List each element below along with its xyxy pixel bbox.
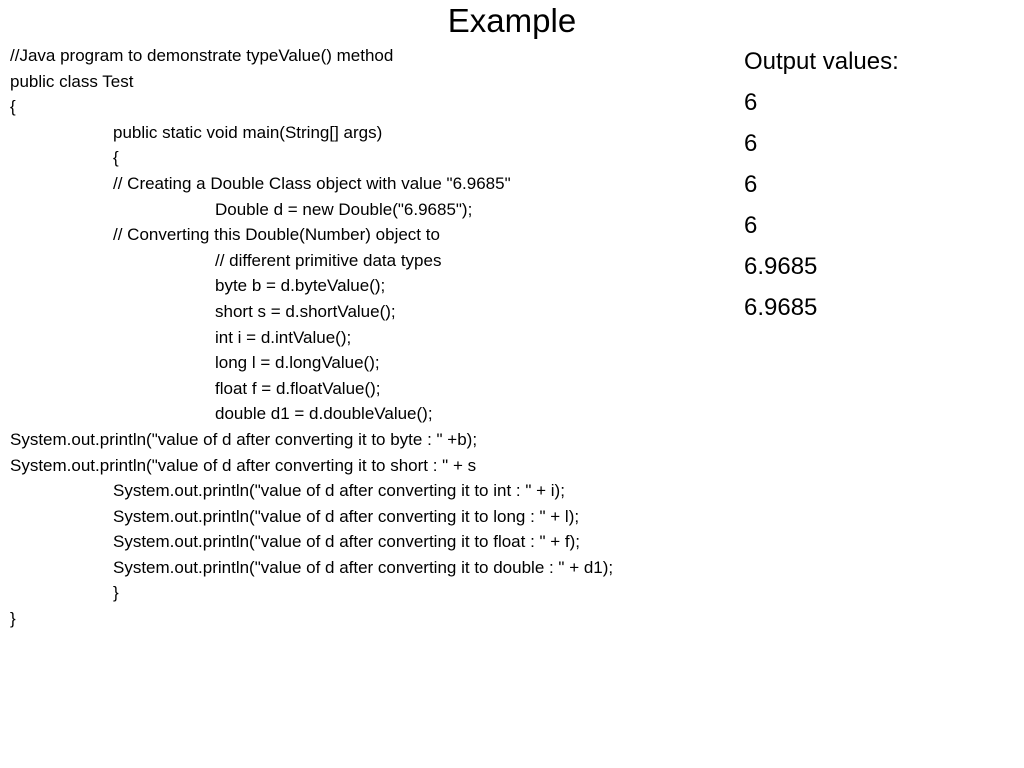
code-line: System.out.println("value of d after converting it to byte : " +b); bbox=[10, 429, 478, 449]
code-line: Double d = new Double("6.9685"); bbox=[215, 199, 473, 219]
output-value: 6.9685 bbox=[744, 253, 818, 280]
code-line: double d1 = d.doubleValue(); bbox=[215, 404, 433, 424]
output-value: 6 bbox=[744, 212, 758, 239]
code-line: // Creating a Double Class object with value "6.9685" bbox=[113, 173, 511, 193]
code-line: long l = d.longValue(); bbox=[215, 353, 380, 373]
output-value: 6.9685 bbox=[744, 294, 818, 321]
code-line: public class Test bbox=[10, 71, 134, 91]
output-panel bbox=[744, 41, 994, 328]
output-heading: Output values: bbox=[744, 48, 899, 75]
code-line: } bbox=[113, 583, 119, 603]
code-line: short s = d.shortValue(); bbox=[215, 301, 396, 321]
code-line: System.out.println("value of d after converting it to float : " + f); bbox=[113, 532, 581, 552]
code-line: { bbox=[113, 148, 119, 168]
code-line: } bbox=[10, 609, 16, 629]
code-block bbox=[10, 43, 735, 632]
code-line: byte b = d.byteValue(); bbox=[215, 276, 386, 296]
code-line: System.out.println("value of d after converting it to double : " + d1); bbox=[113, 557, 614, 577]
code-line: System.out.println("value of d after converting it to long : " + l); bbox=[113, 506, 580, 526]
slide-title: Example bbox=[447, 2, 577, 39]
code-line: { bbox=[10, 97, 16, 117]
output-value: 6 bbox=[744, 171, 758, 198]
code-line: // Converting this Double(Number) object to bbox=[113, 225, 440, 245]
code-line: // different primitive data types bbox=[215, 250, 442, 270]
code-line: //Java program to demonstrate typeValue() method bbox=[10, 46, 394, 65]
code-line: System.out.println("value of d after converting it to short : " + s bbox=[10, 455, 477, 475]
output-value: 6 bbox=[744, 130, 758, 157]
code-line: public static void main(String[] args) bbox=[113, 122, 383, 142]
code-line: System.out.println("value of d after converting it to int : " + i); bbox=[113, 481, 565, 501]
code-line: int i = d.intValue(); bbox=[215, 327, 352, 347]
code-line: float f = d.floatValue(); bbox=[215, 378, 381, 398]
output-value: 6 bbox=[744, 89, 758, 116]
